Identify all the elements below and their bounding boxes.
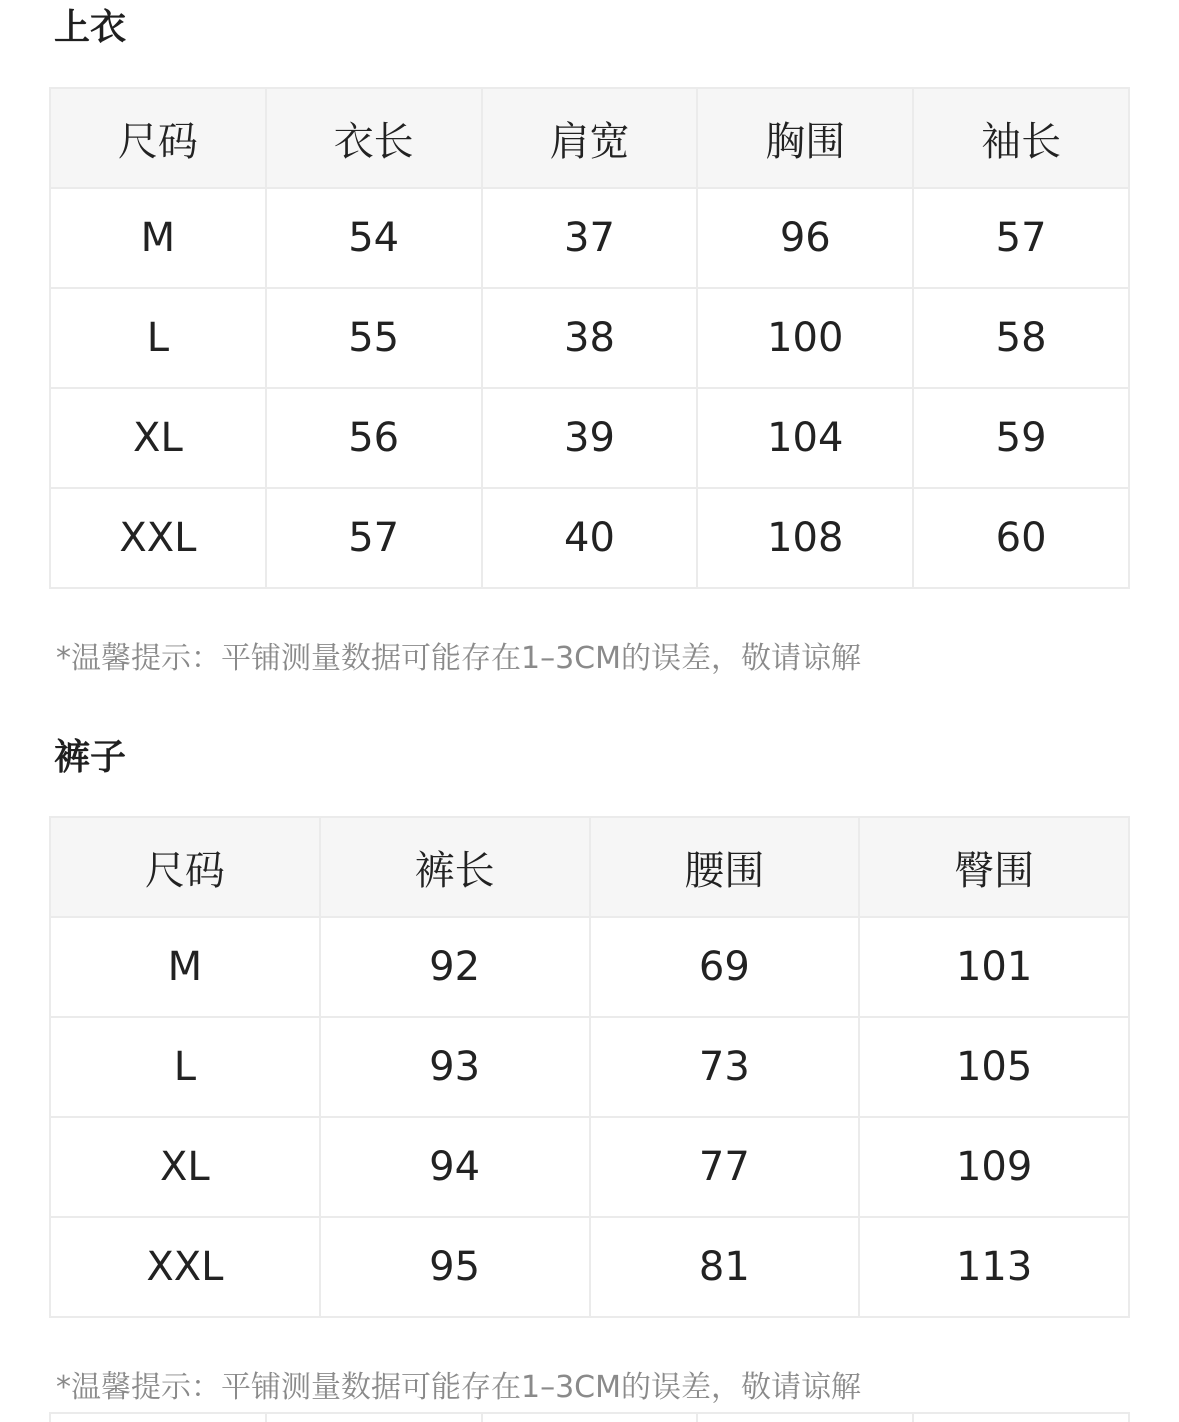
tops-size-table [49,87,1130,589]
pants-measurement-note: *温馨提示：平铺测量数据可能存在1–3CM的误差，敬请谅解 [56,1370,862,1405]
table-cell: M [50,188,266,288]
table-cell: 54 [266,188,482,288]
header-hip: 臀围 [859,817,1129,917]
table-cell: 104 [697,388,913,488]
table-cell: L [50,1017,320,1117]
table-cell: XL [50,388,266,488]
table-cell: 57 [913,188,1129,288]
divider [267,1414,483,1422]
header-sleeve: 袖长 [913,88,1129,188]
header-size: 尺码 [50,817,320,917]
divider [483,1414,699,1422]
table-row [50,288,1129,388]
table-cell: L [50,288,266,388]
table-cell: 77 [590,1117,860,1217]
table-cell: XL [50,1117,320,1217]
table-row [50,1117,1129,1217]
next-table-edge [49,1412,1130,1422]
table-row [50,1217,1129,1317]
table-cell: 113 [859,1217,1129,1317]
table-cell: 100 [697,288,913,388]
table-cell: 40 [482,488,698,588]
header-waist: 腰围 [590,817,860,917]
divider [51,1414,267,1422]
table-cell: 108 [697,488,913,588]
divider [914,1414,1130,1422]
table-cell: 55 [266,288,482,388]
table-cell: XXL [50,1217,320,1317]
table-cell: 38 [482,288,698,388]
table-row [50,488,1129,588]
table-cell: 95 [320,1217,590,1317]
table-row [50,917,1129,1017]
table-cell: 92 [320,917,590,1017]
table-cell: M [50,917,320,1017]
table-cell: 96 [697,188,913,288]
table-cell: 94 [320,1117,590,1217]
header-shoulder: 肩宽 [482,88,698,188]
table-row [50,188,1129,288]
table-cell: 56 [266,388,482,488]
table-cell: 105 [859,1017,1129,1117]
table-cell: 57 [266,488,482,588]
header-length: 衣长 [266,88,482,188]
table-cell: 109 [859,1117,1129,1217]
table-cell: 58 [913,288,1129,388]
table-cell: 37 [482,188,698,288]
table-header-row [50,817,1129,917]
table-cell: XXL [50,488,266,588]
table-cell: 39 [482,388,698,488]
header-chest: 胸围 [697,88,913,188]
divider [698,1414,914,1422]
tops-measurement-note: *温馨提示：平铺测量数据可能存在1–3CM的误差，敬请谅解 [56,641,862,676]
pants-section-title: 裤子 [54,737,127,778]
table-cell: 69 [590,917,860,1017]
pants-size-table [49,816,1130,1318]
tops-section-title: 上衣 [54,7,127,48]
table-row [50,388,1129,488]
table-cell: 59 [913,388,1129,488]
header-pants-length: 裤长 [320,817,590,917]
table-cell: 60 [913,488,1129,588]
table-row [50,1017,1129,1117]
table-header-row [50,88,1129,188]
header-size: 尺码 [50,88,266,188]
table-cell: 73 [590,1017,860,1117]
table-cell: 93 [320,1017,590,1117]
table-cell: 81 [590,1217,860,1317]
table-cell: 101 [859,917,1129,1017]
